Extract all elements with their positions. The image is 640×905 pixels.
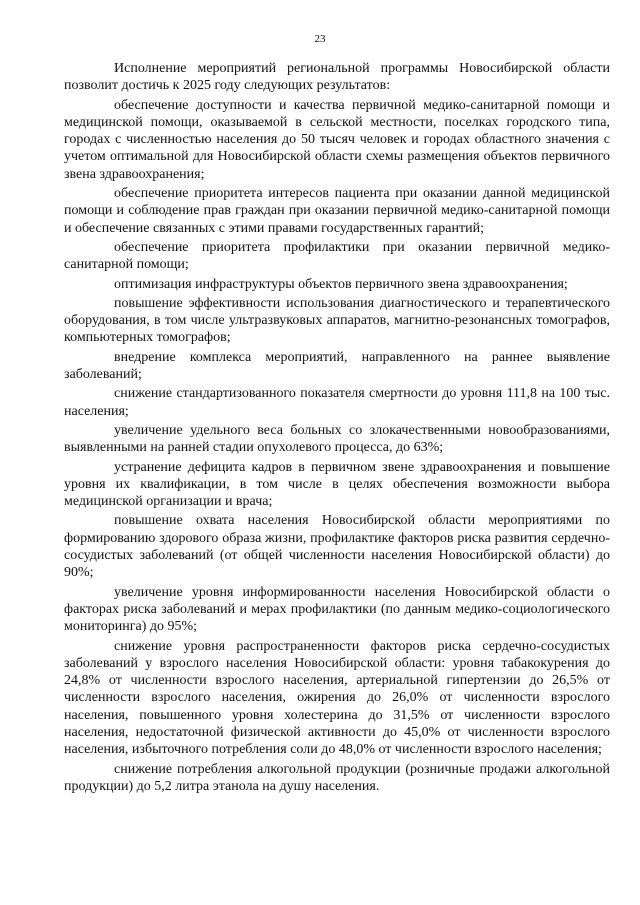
document-body [64, 60, 610, 795]
paragraph-equipment-efficiency: повышение эффективности использования диагностического и терапевтического оборудования, в том числе ультразвуковых аппаратов, магнитно-резонансных томографов, компьютерных томографов; [64, 295, 610, 346]
paragraph-early-detection: внедрение комплекса мероприятий, направленного на раннее выявление заболеваний; [64, 349, 610, 383]
paragraph-risk-factors: снижение уровня распространенности факторов риска сердечно-сосудистых заболеваний у взрослого населения Новосибирской области: уровня табакокурения до 24,8% от численности взрослого населения, артериальной гипертензии до 26,5% от численности взрослого населения, ожирения до 26,0% от численности взрослого населения, повышенного уровня холестерина до 31,5% от численности взрослого населения, недостаточной физической активности до 45,0% от численности взрослого населения, избыточного потребления соли до 48,0% от численности взрослого населения; [64, 638, 610, 758]
paragraph-prevention-priority: обеспечение приоритета профилактики при оказании первичной медико-санитарной помощи; [64, 239, 610, 273]
paragraph-mortality: снижение стандартизованного показателя смертности до уровня 111,8 на 100 тыс. населения; [64, 386, 610, 419]
paragraph-patient-priority: обеспечение приоритета интересов пациента при оказании данной медицинской помощи и соблюдение прав граждан при оказании первичной медико-санитарной помощи и обеспечение связанных с этими правами государственных гарантий; [64, 186, 610, 236]
paragraph-intro: Исполнение мероприятий региональной программы Новосибирской области позволит достичь к 2025 году следующих результатов: [64, 61, 610, 94]
paragraph-oncology: увеличение удельного веса больных со злокачественными новообразованиями, выявленными на ранней стадии опухолевого процесса, до 63%; [64, 422, 610, 456]
page-number: 23 [314, 33, 326, 45]
paragraph-alcohol: снижение потребления алкогольной продукции (розничные продажи алкогольной продукции) до 5,2 литра этанола на душу населения. [64, 761, 610, 794]
paragraph-staffing: устранение дефицита кадров в первичном звене здравоохранения и повышение уровня их квалификации, в том числе в целях обеспечения возможности выбора медицинской организации и врача; [64, 459, 610, 510]
paragraph-awareness: увеличение уровня информированности населения Новосибирской области о факторах риска заболеваний и мерах профилактики (по данным медико-социологического мониторинга) до 95%; [64, 584, 610, 635]
paragraph-primary-care-access: обеспечение доступности и качества первичной медико-санитарной помощи и медицинской помощи, оказываемой в сельской местности, поселках городского типа, городах с численностью населения до 50 тысяч человек и городах областного значения с учетом оптимальной для Новосибирской области схемы размещения объектов первичного звена здравоохранения; [64, 97, 610, 182]
paragraph-healthy-lifestyle: повышение охвата населения Новосибирской области мероприятиями по формированию здорового образа жизни, профилактике факторов риска развития сердечно-сосудистых заболеваний (от общей численности населения Новосибирской области) до 90%; [64, 513, 610, 581]
paragraph-infrastructure: оптимизация инфраструктуры объектов первичного звена здравоохранения; [114, 276, 568, 292]
